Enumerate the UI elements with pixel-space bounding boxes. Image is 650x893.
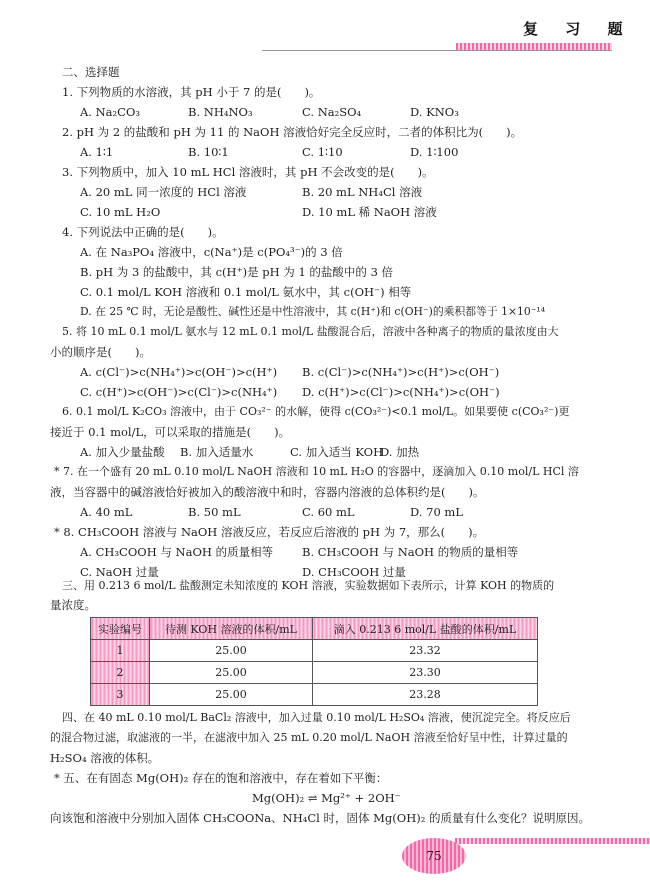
q5-option-c: C. c(H⁺)>c(OH⁻)>c(Cl⁻)>c(NH₄⁺) <box>80 385 278 399</box>
section-5-line1: * 五、在有固态 Mg(OH)₂ 存在的饱和溶液中，存在着如下平衡： <box>54 771 388 785</box>
q4-option-c: C. 0.1 mol/L KOH 溶液和 0.1 mol/L 氨水中，其 c(OH⁻) 相等 <box>80 285 412 299</box>
table-row <box>91 684 538 706</box>
section-3-line2: 量浓度。 <box>50 598 96 612</box>
equilibrium-equation: Mg(OH)₂ ⇌ Mg²⁺ + 2OH⁻ <box>252 791 401 805</box>
q7-option-a: A. 40 mL <box>80 505 133 519</box>
table-cell: 23.28 <box>313 684 538 706</box>
table-row <box>91 662 538 684</box>
table-header-row <box>91 618 538 640</box>
question-5-stem-line1: 5. 将 10 mL 0.1 mol/L 氨水与 12 mL 0.1 mol/L 盐酸混合后，溶液中各种离子的物质的量浓度由大 <box>62 325 559 338</box>
q4-option-b: B. pH 为 3 的盐酸中，其 c(H⁺)是 pH 为 1 的盐酸中的 3 倍 <box>80 265 394 279</box>
q5-option-b: B. c(Cl⁻)>c(NH₄⁺)>c(H⁺)>c(OH⁻) <box>302 365 500 379</box>
q2-option-d: D. 1∶100 <box>410 145 459 159</box>
q7-option-b: B. 50 mL <box>188 505 241 519</box>
q2-option-c: C. 1∶10 <box>302 145 343 159</box>
question-7-stem-line1: * 7. 在一个盛有 20 mL 0.10 mol/L NaOH 溶液和 10 mL H₂O 的容器中，逐滴加入 0.10 mol/L HCl 溶 <box>54 465 579 478</box>
header-divider <box>262 50 612 51</box>
section-4-line1: 四、在 40 mL 0.10 mol/L BaCl₂ 溶液中，加入过量 0.10 mol/L H₂SO₄ 溶液，使沉淀完全。将反应后 <box>62 711 571 724</box>
table-cell: 23.30 <box>313 662 538 684</box>
q6-option-a: A. 加入少量盐酸 <box>80 445 165 459</box>
table-header-cell: 实验编号 <box>91 618 150 640</box>
q3-option-c: C. 10 mL H₂O <box>80 205 161 219</box>
q1-option-c: C. Na₂SO₄ <box>302 105 362 119</box>
section-heading-choice: 二、选择题 <box>62 65 120 79</box>
page-number: 75 <box>426 849 442 863</box>
q4-option-d: D. 在 25 ℃ 时，无论是酸性、碱性还是中性溶液中，其 c(H⁺)和 c(OH⁻)的乘积都等于 1×10⁻¹⁴ <box>80 305 546 318</box>
section-4-line3: H₂SO₄ 溶液的体积。 <box>50 751 160 765</box>
question-7-stem-line2: 液，当容器中的碱溶液恰好被加入的酸溶液中和时，容器内溶液的总体积约是( )。 <box>50 485 485 499</box>
header-decoration-stripe <box>456 43 612 50</box>
q2-option-b: B. 10∶1 <box>188 145 229 159</box>
table-row <box>91 640 538 662</box>
q3-option-a: A. 20 mL 同一浓度的 HCl 溶液 <box>80 185 247 199</box>
question-6-stem-line1: 6. 0.1 mol/L K₂CO₃ 溶液中，由于 CO₃²⁻ 的水解，使得 c(CO₃²⁻)<0.1 mol/L。如果要使 c(CO₃²⁻)更 <box>62 405 570 418</box>
question-2-stem: 2. pH 为 2 的盐酸和 pH 为 11 的 NaOH 溶液恰好完全反应时，二者的体积比为( )。 <box>62 125 523 139</box>
q8-option-c: C. NaOH 过量 <box>80 565 159 579</box>
section-4-line2: 的混合物过滤，取滤液的一半，在滤液中加入 25 mL 0.20 mol/L NaOH 溶液至恰好呈中性，计算过量的 <box>50 731 568 744</box>
header-title: 复 习 题 <box>523 20 634 38</box>
footer-decoration-stripe <box>455 838 650 844</box>
page-number-badge <box>402 838 466 874</box>
table-cell: 23.32 <box>313 640 538 662</box>
q3-option-d: D. 10 mL 稀 NaOH 溶液 <box>302 205 437 219</box>
q6-option-b: B. 加入适量水 <box>180 445 254 459</box>
question-1-stem: 1. 下列物质的水溶液，其 pH 小于 7 的是( )。 <box>62 85 321 99</box>
table-cell: 25.00 <box>150 662 313 684</box>
q8-option-d: D. CH₃COOH 过量 <box>302 565 406 579</box>
table-cell: 3 <box>91 684 150 706</box>
q2-option-a: A. 1∶1 <box>80 145 114 159</box>
q4-option-a: A. 在 Na₃PO₄ 溶液中，c(Na⁺)是 c(PO₄³⁻)的 3 倍 <box>80 245 343 259</box>
q1-option-d: D. KNO₃ <box>410 105 459 119</box>
q6-option-c: C. 加入适当 KOH <box>290 445 384 459</box>
q1-option-a: A. Na₂CO₃ <box>80 105 140 119</box>
q3-option-b: B. 20 mL NH₄Cl 溶液 <box>302 185 423 199</box>
q7-option-d: D. 70 mL <box>410 505 463 519</box>
table-cell: 25.00 <box>150 640 313 662</box>
table-header-cell: 待测 KOH 溶液的体积/mL <box>150 618 313 640</box>
question-3-stem: 3. 下列物质中，加入 10 mL HCl 溶液时，其 pH 不会改变的是( )。 <box>62 165 434 179</box>
question-4-stem: 4. 下列说法中正确的是( )。 <box>62 225 224 239</box>
question-6-stem-line2: 接近于 0.1 mol/L，可以采取的措施是( )。 <box>50 425 291 439</box>
section-3-line1: 三、用 0.213 6 mol/L 盐酸测定未知浓度的 KOH 溶液，实验数据如下表所示，计算 KOH 的物质的 <box>62 579 555 592</box>
table-header-cell: 滴入 0.213 6 mol/L 盐酸的体积/mL <box>313 618 538 640</box>
q8-option-a: A. CH₃COOH 与 NaOH 的质量相等 <box>80 545 274 559</box>
question-8-stem: * 8. CH₃COOH 溶液与 NaOH 溶液反应，若反应后溶液的 pH 为 7，那么( )。 <box>54 525 485 539</box>
q5-option-a: A. c(Cl⁻)>c(NH₄⁺)>c(OH⁻)>c(H⁺) <box>80 365 278 379</box>
q1-option-b: B. NH₄NO₃ <box>188 105 253 119</box>
table-cell: 1 <box>91 640 150 662</box>
q5-option-d: D. c(H⁺)>c(Cl⁻)>c(NH₄⁺)>c(OH⁻) <box>302 385 500 399</box>
q8-option-b: B. CH₃COOH 与 NaOH 的物质的量相等 <box>302 545 519 559</box>
q7-option-c: C. 60 mL <box>302 505 355 519</box>
titration-data-table <box>90 617 538 706</box>
table-cell: 2 <box>91 662 150 684</box>
question-5-stem-line2: 小的顺序是( )。 <box>50 345 151 359</box>
table-cell: 25.00 <box>150 684 313 706</box>
q6-option-d: D. 加热 <box>380 445 420 459</box>
section-5-line2: 向该饱和溶液中分别加入固体 CH₃COONa、NH₄Cl 时，固体 Mg(OH)₂ 的质量有什么变化？说明原因。 <box>50 811 590 825</box>
